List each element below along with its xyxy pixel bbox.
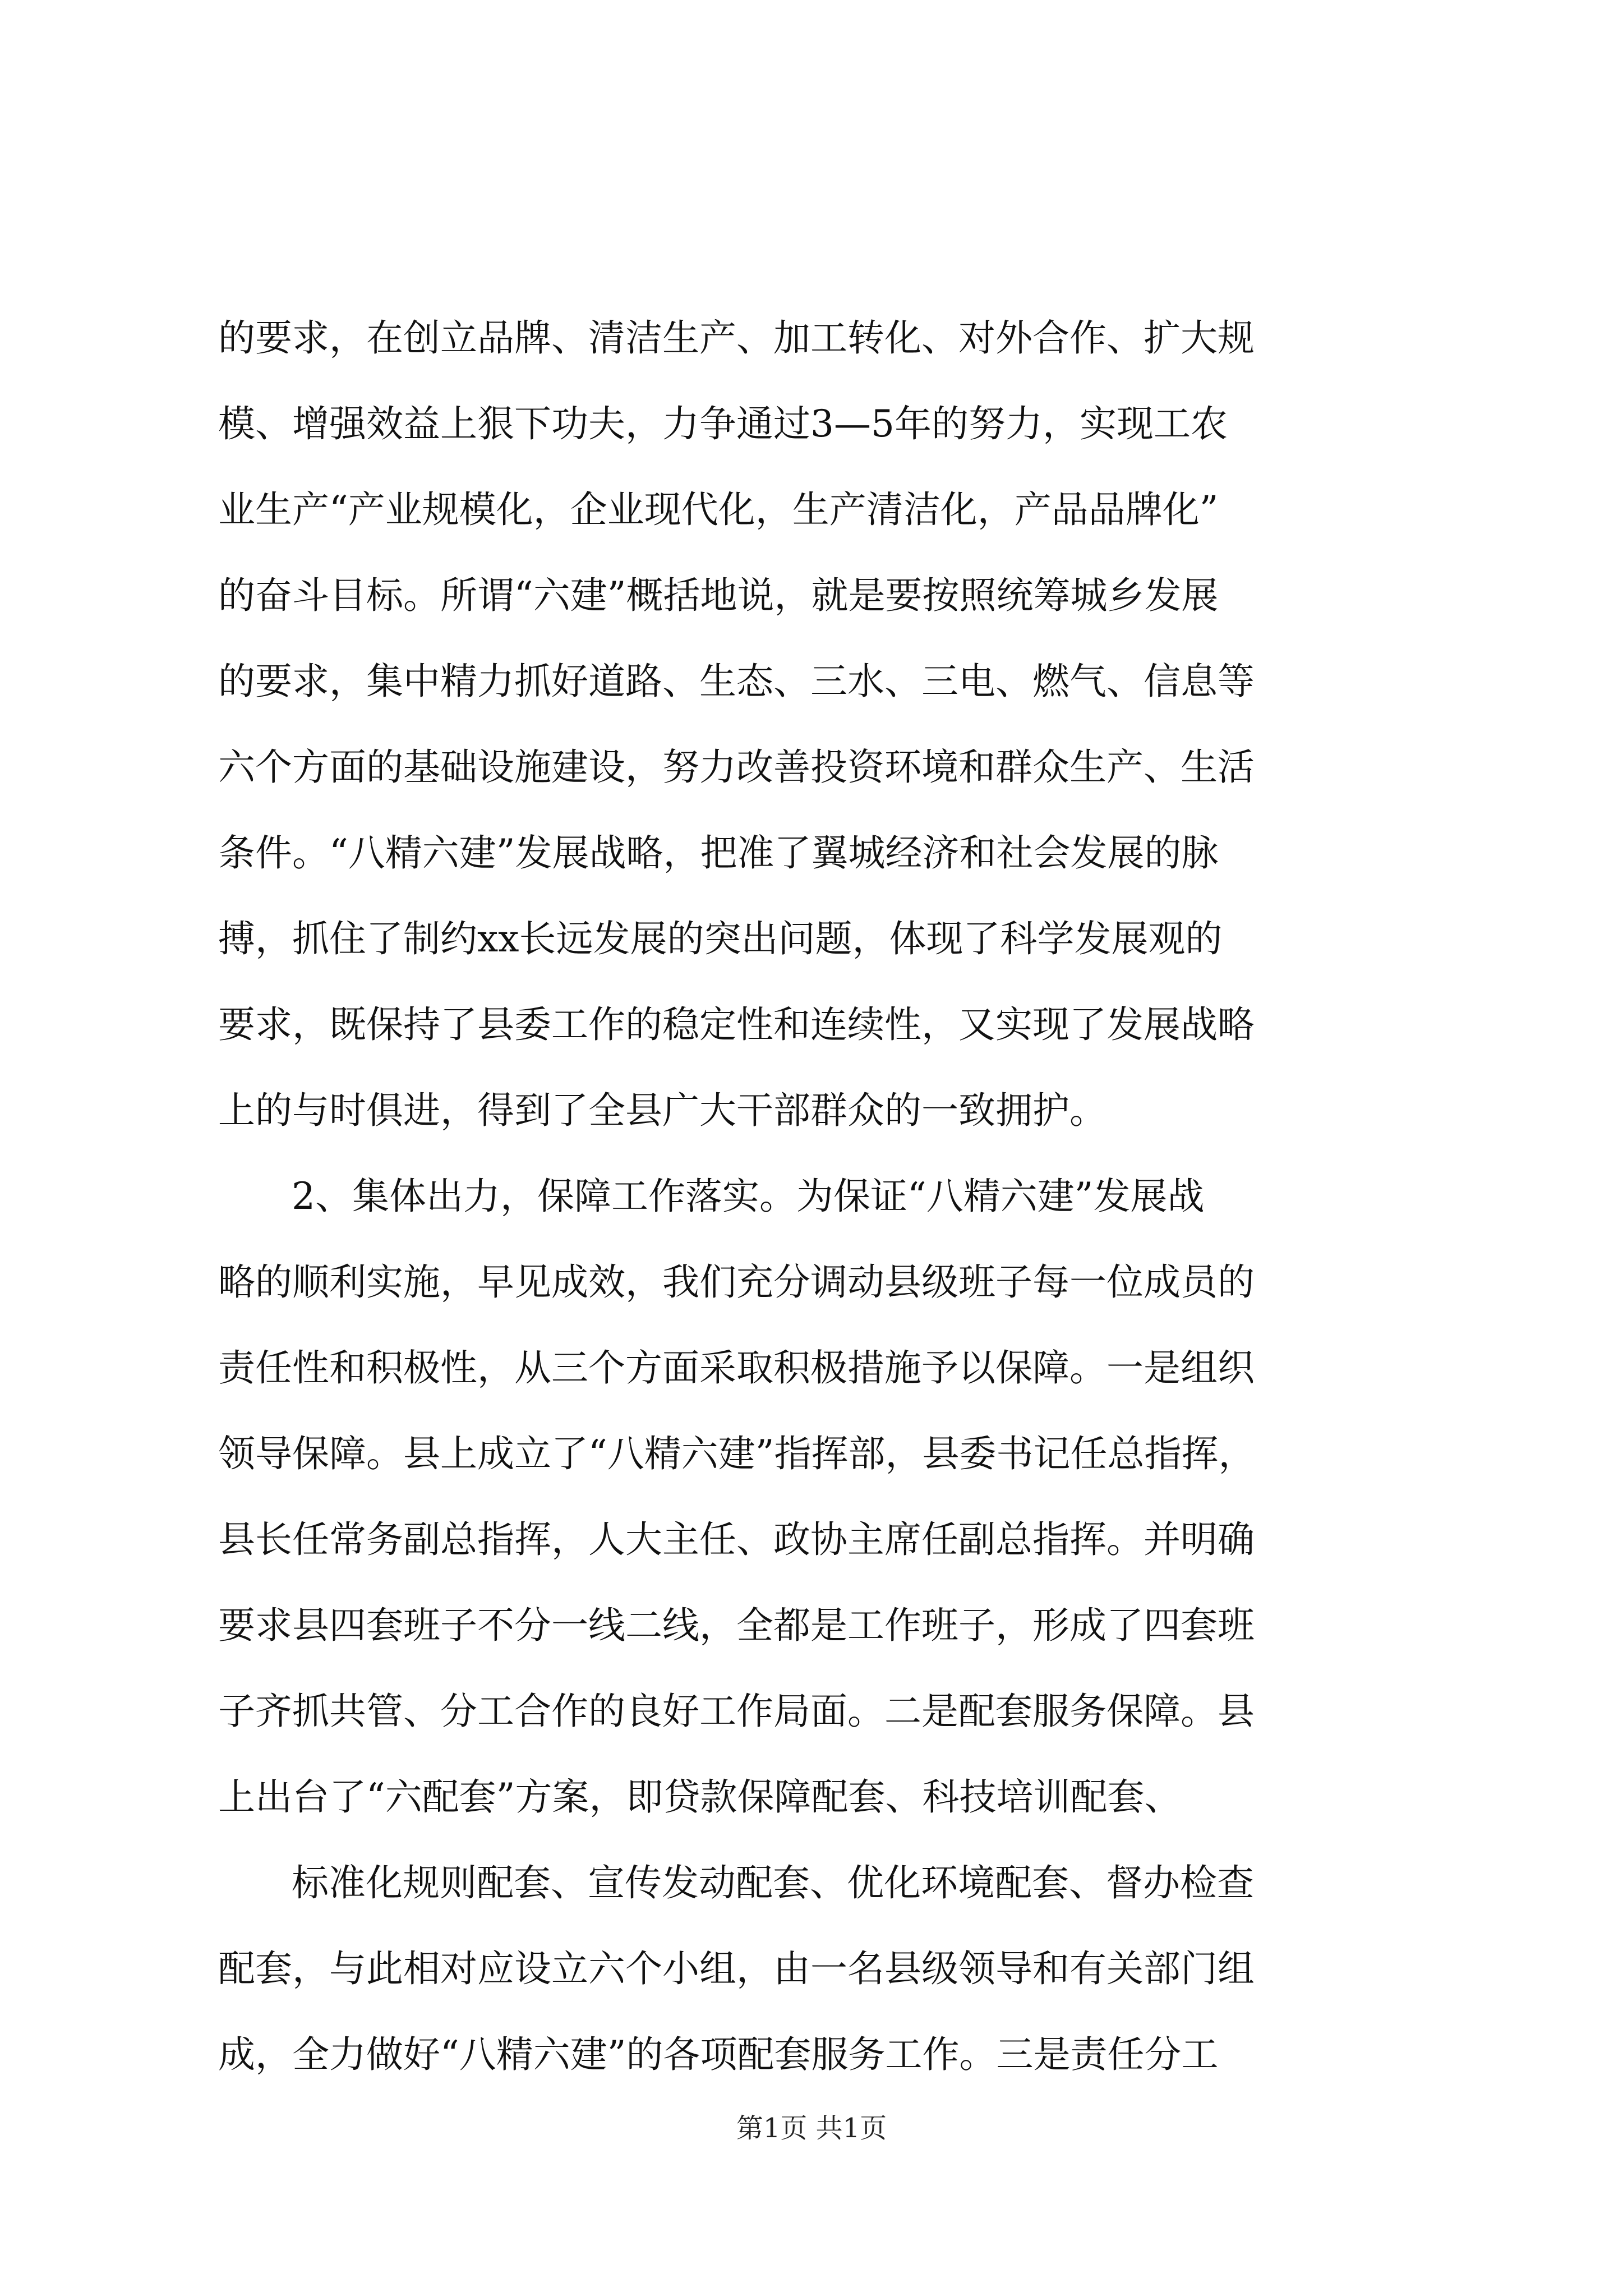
text-line: 成，全力做好“八精六建”的各项配套服务工作。三是责任分工 xyxy=(218,2033,1219,2076)
text-line: 搏，抓住了制约xx长远发展的突出问题，体现了科学发展观的 xyxy=(218,917,1223,960)
page-footer: 第1页 共1页 xyxy=(736,2113,887,2144)
text-line: 子齐抓共管、分工合作的良好工作局面。二是配套服务保障。县 xyxy=(218,1690,1255,1733)
text-line: 上出台了“六配套”方案，即贷款保障配套、科技培训配套、 xyxy=(218,1775,1182,1819)
text-line: 略的顺利实施，早见成效，我们充分调动县级班子每一位成员的 xyxy=(218,1260,1255,1304)
text-line: 要求县四套班子不分一线二线，全都是工作班子，形成了四套班 xyxy=(218,1604,1255,1647)
paragraph-start-line: 2、集体出力，保障工作落实。为保证“八精六建”发展战 xyxy=(292,1175,1205,1218)
text-line: 要求，既保持了县委工作的稳定性和连续性，又实现了发展战略 xyxy=(218,1003,1255,1046)
text-line: 的要求，集中精力抓好道路、生态、三水、三电、燃气、信息等 xyxy=(218,660,1255,703)
text-line: 县长任常务副总指挥，人大主任、政协主席任副总指挥。并明确 xyxy=(218,1518,1255,1561)
text-line: 责任性和积极性，从三个方面采取积极措施予以保障。一是组织 xyxy=(218,1346,1255,1389)
paragraph-start-line: 标准化规则配套、宣传发动配套、优化环境配套、督办检查 xyxy=(292,1861,1254,1904)
text-line: 六个方面的基础设施建设，努力改善投资环境和群众生产、生活 xyxy=(218,746,1255,789)
text-line: 模、增强效益上狠下功夫，力争通过3—5年的努力，实现工农 xyxy=(218,402,1228,445)
text-line: 上的与时俱进，得到了全县广大干部群众的一致拥护。 xyxy=(218,1089,1106,1132)
text-line: 的要求，在创立品牌、清洁生产、加工转化、对外合作、扩大规 xyxy=(218,316,1255,360)
text-line: 领导保障。县上成立了“八精六建”指挥部，县委书记任总指挥， xyxy=(218,1432,1256,1475)
text-line: 条件。“八精六建”发展战略，把准了翼城经济和社会发展的脉 xyxy=(218,831,1219,875)
text-line: 配套，与此相对应设立六个小组，由一名县级领导和有关部门组 xyxy=(218,1947,1255,1990)
text-line: 业生产“产业规模化，企业现代化，生产清洁化，产品品牌化” xyxy=(218,488,1219,531)
text-line: 的奋斗目标。所谓“六建”概括地说，就是要按照统筹城乡发展 xyxy=(218,574,1219,617)
